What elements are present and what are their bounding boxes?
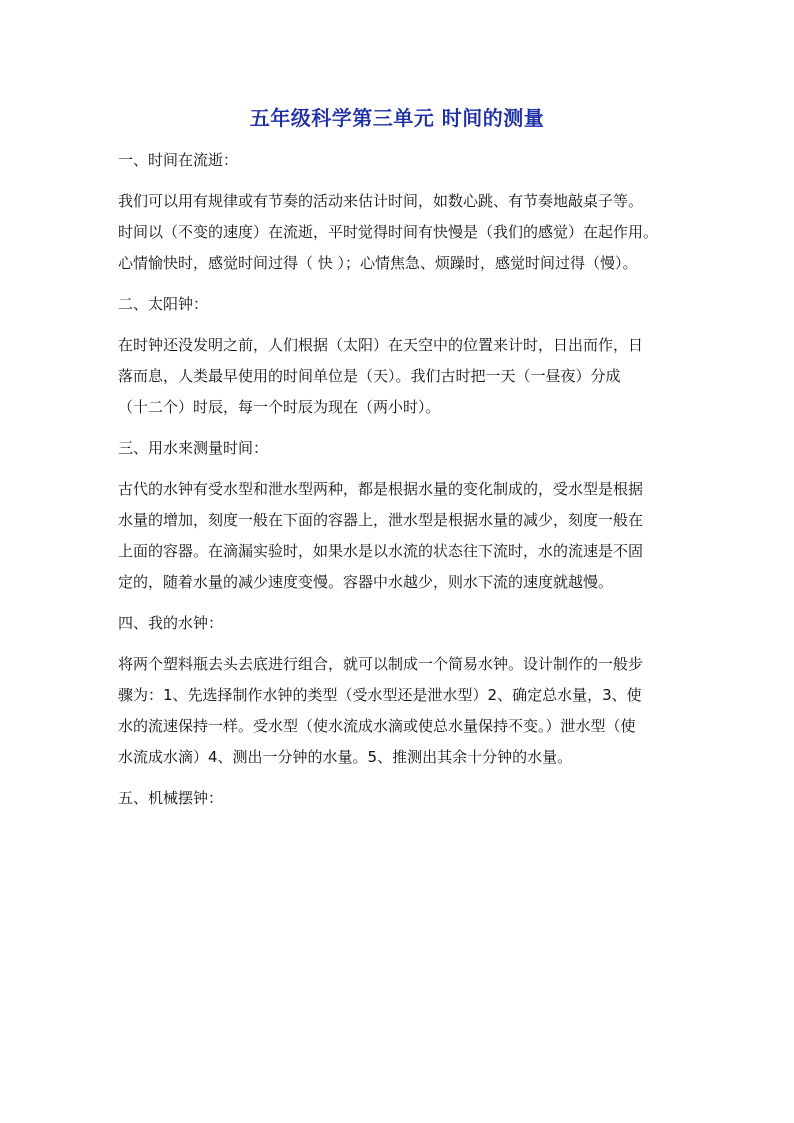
paragraph-line: 水的流速保持一样。受水型（使水流成水滴或使总水量保持不变。）泄水型（使 bbox=[118, 717, 636, 735]
section-heading-5: 五、机械摆钟： bbox=[118, 789, 224, 807]
paragraph-line: 定的，随着水量的减少速度变慢。容器中水越少，则水下流的速度就越慢。 bbox=[118, 573, 614, 591]
document-body bbox=[118, 145, 678, 824]
document-title: 五年级科学第三单元 时间的测量 bbox=[249, 106, 545, 130]
paragraph-line: 时间以（不变的速度）在流逝，平时觉得时间有快慢是（我们的感觉）在起作用。 bbox=[118, 223, 659, 241]
paragraph-line: 水流成水滴）4、测出一分钟的水量。5、推测出其余十分钟的水量。 bbox=[118, 748, 573, 766]
paragraph-line: 上面的容器。在滴漏实验时，如果水是以水流的状态往下流时，水的流速是不固 bbox=[118, 542, 644, 560]
paragraph-line: 心情愉快时，感觉时间过得（ 快 ）；心情焦急、烦躁时，感觉时间过得（慢）。 bbox=[118, 254, 638, 272]
section-heading-1: 一、时间在流逝： bbox=[118, 151, 239, 169]
paragraph-line: 古代的水钟有受水型和泄水型两种，都是根据水量的变化制成的，受水型是根据 bbox=[118, 480, 644, 498]
paragraph-line: 水量的增加，刻度一般在下面的容器上，泄水型是根据水量的减少，刻度一般在 bbox=[118, 511, 644, 529]
section-paragraph-4 bbox=[118, 649, 678, 773]
section-heading-3: 三、用水来测量时间： bbox=[118, 439, 269, 457]
paragraph-line: 落而息，人类最早使用的时间单位是（天）。我们古时把一天（一昼夜）分成 bbox=[118, 367, 621, 385]
paragraph-line: 将两个塑料瓶去头去底进行组合，就可以制成一个简易水钟。设计制作的一般步 bbox=[118, 655, 644, 673]
section-paragraph-3 bbox=[118, 474, 678, 598]
paragraph-line: （十二个）时辰，每一个时辰为现在（两小时）。 bbox=[118, 398, 441, 416]
paragraph-line: 我们可以用有规律或有节奏的活动来估计时间，如数心跳、有节奏地敲桌子等。 bbox=[118, 192, 644, 210]
section-paragraph-1 bbox=[118, 186, 678, 279]
section-heading-2: 二、太阳钟： bbox=[118, 295, 209, 313]
section-heading-4: 四、我的水钟： bbox=[118, 614, 224, 632]
paragraph-line: 在时钟还没发明之前，人们根据（太阳）在天空中的位置来计时，日出而作，日 bbox=[118, 336, 644, 354]
paragraph-line: 骤为：1、先选择制作水钟的类型（受水型还是泄水型）2、确定总水量，3、使 bbox=[118, 686, 642, 704]
section-paragraph-2 bbox=[118, 330, 678, 423]
